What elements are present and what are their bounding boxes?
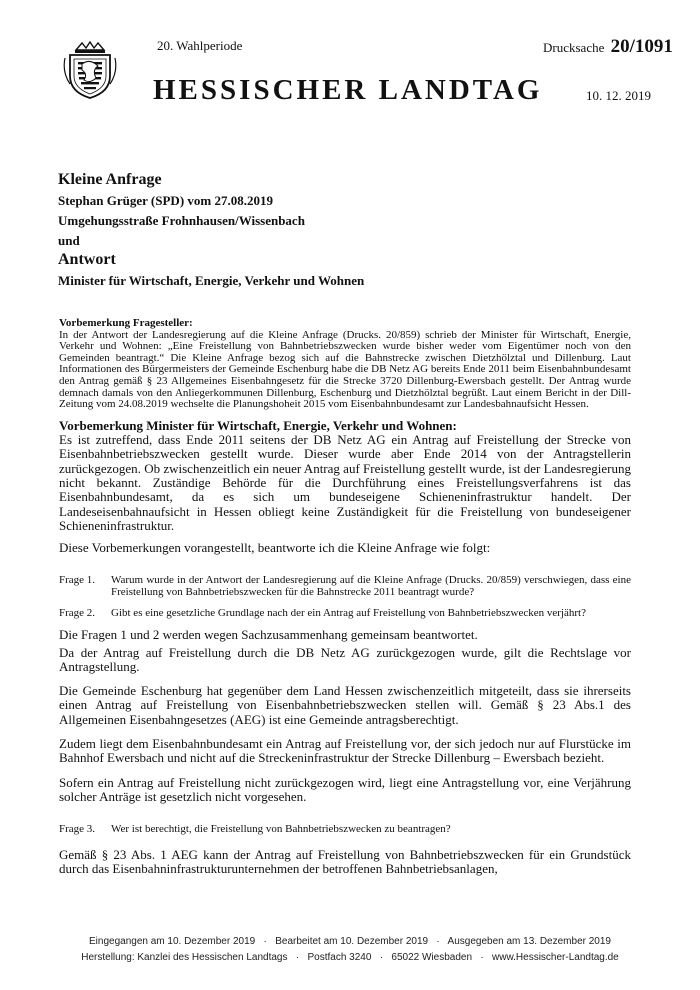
frage-text: Warum wurde in der Antwort der Landesregierung auf die Kleine Anfrage (Drucks. 20/859) verschwiegen, dass eine Freistellung von Bahnbetriebszwecken für die Bahnstrecke 2011 beantragt wurde?	[111, 574, 631, 599]
answer-paragraph: Gemäß § 23 Abs. 1 AEG kann der Antrag auf Freistellung von Bahnbetriebszwecken für ein Grundstück durch das Eisenbahninfrastrukturunternehmen der betroffenen Bahnbetriebsanlagen,	[59, 846, 631, 877]
answer-paragraph: Zudem liegt dem Eisenbahnbundesamt ein Antrag auf Freistellung vor, der sich jedoch nur auf Flurstücke im Bahnhof Ewersbach und nicht auf die Streckeninfrastruktur der Strecke Dillenburg – Ewersbach bezieht.	[59, 735, 631, 766]
hesse-coat-of-arms-icon	[62, 40, 118, 100]
answer-paragraph: Sofern ein Antrag auf Freistellung nicht zurückgezogen wird, liegt eine Antragstellung vor, eine Verjährung solcher Anträge ist gesetzlich nicht vorgesehen.	[59, 774, 631, 804]
document-body	[59, 318, 631, 876]
drucksache-label: Drucksache	[543, 40, 605, 55]
parliament-title: HESSISCHER LANDTAG	[153, 74, 543, 106]
vorbemerkung-fragesteller-title: Vorbemerkung Fragesteller:	[59, 317, 193, 329]
frage-label: Frage 2.	[59, 606, 96, 619]
legislative-period: 20. Wahlperiode	[157, 38, 243, 53]
antwort-title: Antwort	[58, 251, 116, 268]
frage-label: Frage 1.	[59, 574, 96, 587]
frage-3	[59, 824, 631, 836]
drucksache-reference	[543, 36, 673, 58]
vorbemerkung-minister-title: Vorbemerkung Minister für Wirtschaft, Energie, Verkehr und Wohnen:	[59, 417, 457, 433]
document-date: 10. 12. 2019	[586, 88, 651, 103]
frage-label: Frage 3.	[59, 823, 96, 836]
vorbemerkung-minister-text: Es ist zutreffend, dass Ende 2011 seitens der DB Netz AG ein Antrag auf Freistellung der Strecke von Eisenbahnbetriebszwecken gestellt wurde. Dieser wurde aber Ende 2014 von der Antragstellerin zurückgezogen. Ob zwischenzeitlich ein neuer Antrag auf Freistellung gestellt wurde, ist der Landesregierung nicht bekannt. Zuständige Behörde für die Durchführung eines Freistellungsverfahrens ist das Eisenbahnbundesamt, da es sich um bundeseigene Schieneninfrastruktur handelt. Der Landeseisenbahnaufsicht in Hessen obliegt keine Zuständigkeit für die Freistellung von bundeseigener Schieneninfrastruktur.	[59, 432, 631, 533]
answer-paragraph: Da der Antrag auf Freistellung durch die DB Netz AG zurückgezogen wurde, gilt die Rechtslage vor Antragstellung.	[59, 644, 631, 674]
author-line: Stephan Grüger (SPD) vom 27.08.2019	[58, 193, 273, 208]
kleine-anfrage-title: Kleine Anfrage	[58, 171, 162, 188]
footer-dates: Eingegangen am 10. Dezember 2019 · Bearbeitet am 10. Dezember 2019 · Ausgegeben am 13. Dezember 2019	[89, 936, 611, 947]
answer-paragraph: Die Fragen 1 und 2 werden wegen Sachzusammenhang gemeinsam beantwortet.	[59, 627, 478, 643]
und-line: und	[58, 233, 80, 248]
subject-line: Umgehungsstraße Frohnhausen/Wissenbach	[58, 213, 305, 228]
minister-line: Minister für Wirtschaft, Energie, Verkehr und Wohnen	[58, 273, 365, 288]
frage-2	[59, 608, 631, 620]
drucksache-number: 20/1091	[610, 36, 673, 57]
document-heading	[58, 170, 658, 290]
intro-paragraph: Diese Vorbemerkungen vorangestellt, beantworte ich die Kleine Anfrage wie folgt:	[59, 540, 491, 556]
answer-paragraph: Die Gemeinde Eschenburg hat gegenüber dem Land Hessen zwischenzeitlich mitgeteilt, dass sie ihrerseits einen Antrag auf Freistellung von Eisenbahnbetriebszwecken stellen will. Gemäß § 23 Abs.1 des Allgemeinen Eisenbahngesetzes (AEG) ist eine Gemeinde antragsberechtigt.	[59, 683, 631, 727]
frage-text: Wer ist berechtigt, die Freistellung von Bahnbetriebszwecken zu beantragen?	[111, 823, 451, 836]
frage-1	[59, 575, 631, 598]
vorbemerkung-fragesteller-text: In der Antwort der Landesregierung auf die Kleine Anfrage (Drucks. 20/859) schrieb der Minister für Wirtschaft, Energie, Verkehr und Wohnen: „Eine Freistellung von Bahnbetriebszwecken wurde bisher weder vom Eigentümer noch von den Gemeinden beantragt.“ Die Kleine Anfrage bezog sich auf die Bahnstrecke zwischen Dietzhölztal und Dillenburg. Laut Informationen des Bürgermeisters der Gemeinde Eschenburg habe die DB Netz AG bereits Ende 2011 beim Eisenbahnbundesamt den Antrag gemäß § 23 Allgemeines Eisenbahngesetz für die Strecke 3720 Dillenburg-Ewersbach gestellt. Der Antrag wurde demnach damals von den Anliegerkommunen Dillenburg, Eschenburg und Dietzhölztal begrüßt. Laut einem Bericht in der Dill-Zeitung vom 24.08.2019 wechselte die Planungshoheit 2015 vom Eisenbahnbundesamt zur Landesbahnaufsicht Hessen.	[59, 328, 631, 411]
frage-text: Gibt es eine gesetzliche Grundlage nach der ein Antrag auf Freistellung von Bahnbetriebszwecken verjährt?	[111, 606, 586, 619]
footer-imprint: Herstellung: Kanzlei des Hessischen Landtags · Postfach 3240 · 65022 Wiesbaden · www.Hessischer-Landtag.de	[81, 952, 619, 963]
